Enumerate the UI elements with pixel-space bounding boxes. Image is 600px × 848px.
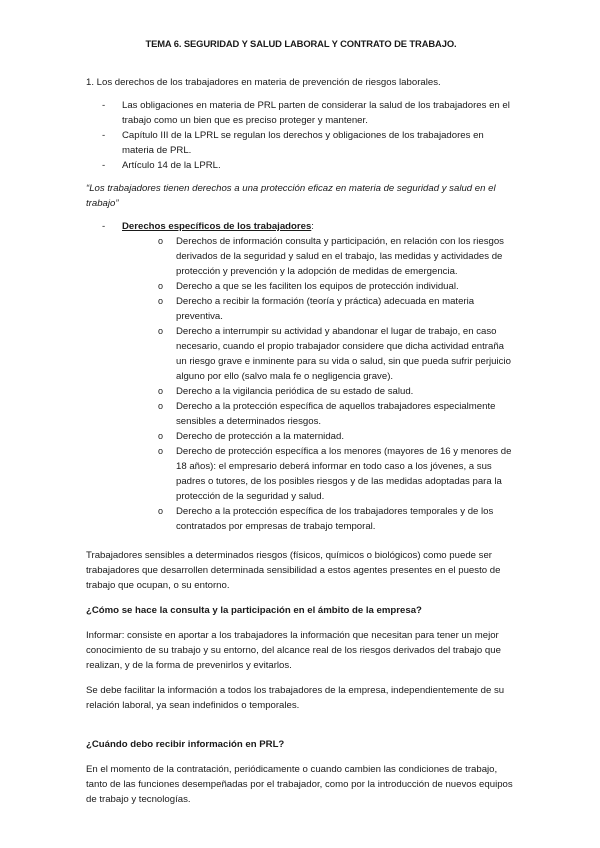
rights-section [86, 219, 516, 534]
rights-item: o Derecho a la protección específica de los trabajadores temporales y de los contratados por empresas de trabajo temporal. [158, 504, 516, 534]
spacer [86, 723, 516, 737]
section-heading: 1. Los derechos de los trabajadores en materia de prevención de riesgos laborales. [86, 77, 441, 88]
rights-item: o Derecho a que se les faciliten los equipos de protección individual. [158, 279, 516, 294]
sensitive-workers-paragraph: Trabajadores sensibles a determinados riesgos (físicos, químicos o biológicos) como puede ser trabajadores que desarrollen determinada sensibilidad a estos agentes presentes en el puesto de trabajo que ocupan, o su entorno. [86, 550, 501, 591]
quote: “Los trabajadores tienen derechos a una protección eficaz en materia de seguridad y salud en el trabajo” [86, 183, 496, 209]
rights-list [122, 234, 516, 534]
rights-item: o Derecho de protección específica a los menores (mayores de 16 y menores de 18 años): el empresario deberá informar en todo caso a los jóvenes, a sus padres o tutores, de los posibles riesgos y de las medidas adoptadas para la protección de la seguridad y salud. [158, 444, 516, 504]
rights-item: o Derechos de información consulta y participación, en relación con los riesgos derivados de la seguridad y salud en el trabajo, las medidas y actividades de protección y prevención y la adopción de medidas de emergencia. [158, 234, 516, 279]
list-item: - Las obligaciones en materia de PRL parten de considerar la salud de los trabajadores en el trabajo como un bien que es preciso proteger y mantener. [86, 98, 516, 128]
rights-heading: Derechos específicos de los trabajadores [122, 221, 312, 232]
inform-paragraph: Informar: consiste en aportar a los trabajadores la información que necesitan para tener un mejor conocimiento de su trabajo y su entorno, del alcance real de los riesgos derivados del trabajo que realizan, y de la forma de prevenirlos y evitarlos. [86, 630, 501, 671]
rights-item: o Derecho a la vigilancia periódica de su estado de salud. [158, 384, 516, 399]
moment-paragraph: En el momento de la contratación, periódicamente o cuando cambien las condiciones de trabajo, tanto de las funciones desempeñadas por el trabajador, como por la introducción de nuevos equipos de trabajo y tecnologías. [86, 764, 513, 805]
intro-list [86, 98, 516, 173]
document-title: TEMA 6. SEGURIDAD Y SALUD LABORAL Y CONTRATO DE TRABAJO. [145, 38, 457, 49]
rights-item: o Derecho de protección a la maternidad. [158, 429, 516, 444]
rights-item: o Derecho a la protección específica de aquellos trabajadores especialmente sensibles a determinados riesgos. [158, 399, 516, 429]
facilitate-paragraph: Se debe facilitar la información a todos los trabajadores de la empresa, independientemente de su relación laboral, ya sean indefinidos o temporales. [86, 685, 505, 711]
rights-heading-item [86, 219, 516, 534]
rights-item: o Derecho a interrumpir su actividad y abandonar el lugar de trabajo, en caso necesario, cuando el propio trabajador considere que dicha actividad entraña un riesgo grave e inminente para su vida o salud, sin que pueda sufrir perjuicio alguno por ello (salvo mala fe o negligencia grave). [158, 324, 516, 384]
list-item: - Artículo 14 de la LPRL. [86, 158, 516, 173]
question-consultation: ¿Cómo se hace la consulta y la participación en el ámbito de la empresa? [86, 605, 422, 616]
list-item: - Capítulo III de la LPRL se regulan los derechos y obligaciones de los trabajadores en materia de PRL. [86, 128, 516, 158]
question-when-information: ¿Cuándo debo recibir información en PRL? [86, 739, 285, 750]
rights-item: o Derecho a recibir la formación (teoría y práctica) adecuada en materia preventiva. [158, 294, 516, 324]
rights-heading-colon: : [311, 221, 314, 232]
